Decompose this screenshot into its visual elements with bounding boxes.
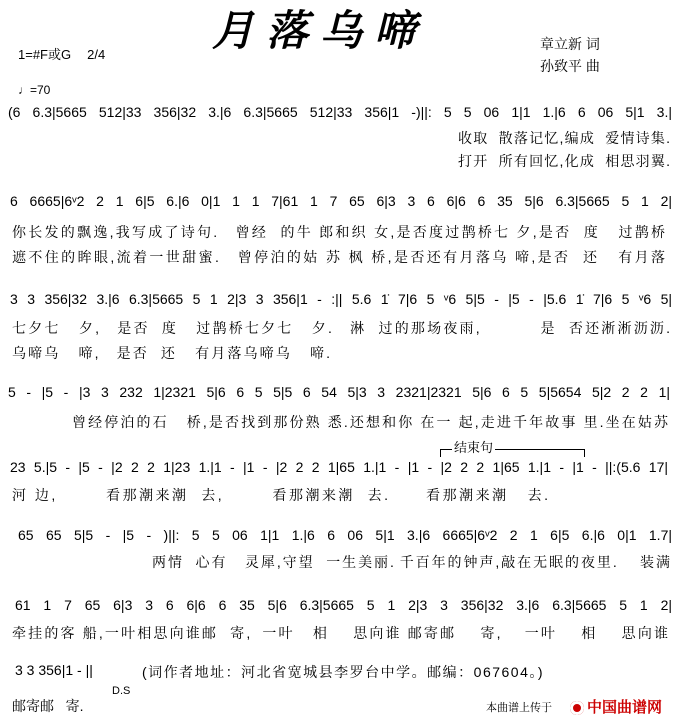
lyric-line-3-verse-1: 七夕七 夕, 是否 度 过鹊桥七夕七 夕. 淋 过的那场夜雨, 是 否还淅淅沥沥. <box>12 320 670 336</box>
key-signature: 1=#F或G <box>18 47 72 62</box>
site-logo <box>570 698 662 718</box>
lyric-line-5: 河 边, 看那潮来潮 去, 看那潮来潮 去. 看那潮来潮 去. <box>12 487 548 503</box>
lyric-line-7: 牵挂的客 船,一叶相思向谁邮 寄, 一叶 相 思向谁 邮寄邮 寄, 一叶 相 思向谁 <box>12 625 668 641</box>
lyric-line-6: 两情 心有 灵犀,守望 一生美丽. 千百年的钟声,敲在无眠的夜里. 装满 <box>152 554 670 570</box>
lyric-line-1-verse-2: 打开 所有回忆,化成 相思羽翼. <box>458 153 670 169</box>
lyric-line-4: 曾经停泊的石 桥,是否找到那份熟 悉.还想和你 在一 起,走进千年故事 里.坐在姑苏 <box>72 414 668 430</box>
time-signature: 2/4 <box>87 47 106 62</box>
site-name: 中国曲谱网 <box>587 699 663 716</box>
lyric-line-8: 邮寄邮 寄. <box>12 698 84 714</box>
tempo-marking: ♩=70 <box>18 83 51 97</box>
composer-credit: 孙致平 曲 <box>540 58 600 74</box>
notation-line-7: 61 1 7 65 6|3 3 6 6|6 6 35 5|6 6.3|5665 5 1 2|3 3 356|32 3.|6 6.3|5665 5 1 2| <box>15 597 672 613</box>
notation-line-8: 3 3 356|1 - || <box>15 662 93 678</box>
notation-line-5: 23 5.|5 - |5 - |2 2 2 1|23 1.|1 - |1 - |2 2 2 1|65 1.|1 - |1 - |2 2 2 1|65 1.|1 - |1 - ||:(5.6 17| <box>10 459 668 475</box>
lyric-line-1-verse-1: 收取 散落记忆,编成 爱情诗集. <box>458 130 670 146</box>
notation-line-3: 3 3 356|32 3.|6 6.3|5665 5 1 2|3 3 356|1 - :|| 5.6 1̇ 7|6 5 ᵛ6 5|5 - |5 - |5.6 1̇ 7|6 5 ᵛ6 5| <box>10 291 672 307</box>
notation-line-4: 5 - |5 - |3 3 232 1|2321 5|6 6 5 5|5 6 54 5|3 3 2321|2321 5|6 6 5 5|5654 5|2 2 2 1| <box>8 384 670 400</box>
upload-text: 本曲谱上传于 <box>486 702 552 714</box>
lyricist-address: (词作者地址：河北省宽城县李罗台中学。邮编：067604。) <box>142 664 545 680</box>
notation-line-1: (6 6.3|5665 512|33 356|32 3.|6 6.3|5665 512|33 356|1 -)||: 5 5 06 1|1 1.|6 6 06 5|1 3.| <box>8 104 672 120</box>
lyric-line-2-verse-1: 你长发的飘逸,我写成了诗句. 曾经 的牛 郎和织 女,是否度过鹊桥七 夕,是否 度 过鹊桥 <box>12 224 665 240</box>
ds-mark: D.S <box>112 685 131 697</box>
site-logo-icon <box>570 701 584 715</box>
notation-line-6: 65 65 5|5 - |5 - )||: 5 5 06 1|1 1.|6 6 06 5|1 3.|6 6665|6ᵛ2 2 1 6|5 6.|6 0|1 1.7| <box>18 527 672 543</box>
ending-label: 结束句 <box>454 440 494 455</box>
lyricist-credit: 章立新 词 <box>540 36 600 52</box>
song-title: 月落乌啼 <box>212 6 429 55</box>
lyric-line-3-verse-2: 乌啼乌 啼, 是否 还 有月落乌啼乌 啼. <box>12 345 330 361</box>
lyric-line-2-verse-2: 遮不住的眸眼,流着一世甜蜜. 曾停泊的姑 苏 枫 桥,是否还有月落乌 啼,是否 还 有月落 <box>12 249 665 265</box>
notation-line-2: 6 6665|6ᵛ2 2 1 6|5 6.|6 0|1 1 1 7|61 1 7 65 6|3 3 6 6|6 6 35 5|6 6.3|5665 5 1 2| <box>10 193 672 209</box>
key-and-meter <box>18 46 105 64</box>
